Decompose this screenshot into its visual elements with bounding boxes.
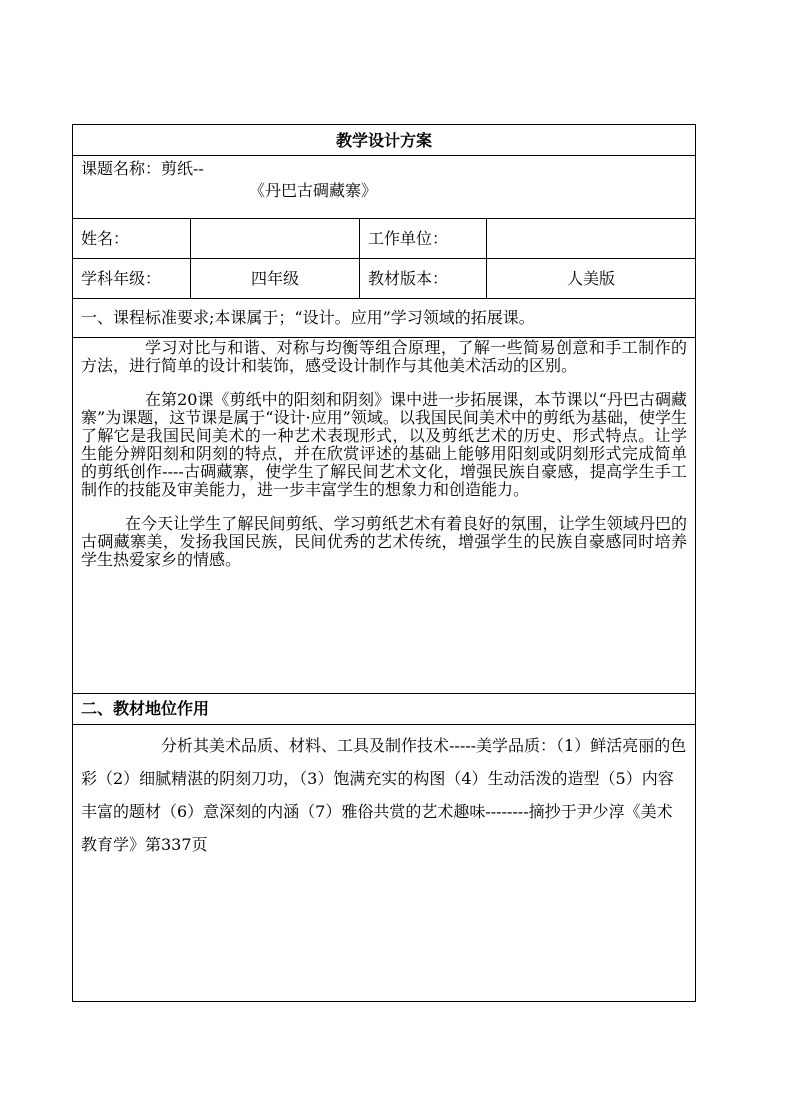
topic-cell: [73, 156, 696, 219]
paragraph: 在今天让学生了解民间剪纸、学习剪纸艺术有着良好的氛围，让学生领域丹巴的古碉藏寨美，发扬我国民族，民间优秀的艺术传统，增强学生的民族自豪感同时培养学生热爱家乡的情感。: [81, 514, 688, 569]
grade-row: [73, 259, 696, 299]
section1-heading: 一、课程标准要求;本课属于；“设计。应用”学习领域的拓展课。: [73, 299, 696, 338]
edition-label: 教材版本：: [360, 259, 487, 299]
section2-body: [73, 725, 696, 1002]
paragraph: 在第20课《剪纸中的阳刻和阴刻》课中进一步拓展课，本节课以“丹巴古碉藏寨”为课题，这节课是属于“设计·应用”领域。以我国民间美术中的剪纸为基础，使学生了解它是我国民间美术的一种艺术表现形式，以及剪纸艺术的历史、形式特点。让学生能分辨阳刻和阴刻的特点，并在欣赏评述的基础上能够用阳刻或阴刻形式完成简单的剪纸创作----古碉藏寨，使学生了解民间艺术文化，增强民族自豪感，提高学生手工制作的技能及审美能力，进一步丰富学生的想象力和创造能力。: [81, 390, 688, 499]
topic-label: 课题名称：剪纸--: [81, 159, 204, 178]
section1-body: [73, 338, 696, 694]
name-value: [191, 219, 360, 259]
standard-row: [73, 299, 696, 338]
topic-row: [73, 156, 696, 219]
lesson-plan-table: [72, 124, 696, 1002]
unit-value: [487, 219, 696, 259]
grade-label: 学科年级：: [73, 259, 191, 299]
section2-heading: 二、教材地位作用: [73, 694, 696, 725]
document-title: 教学设计方案: [73, 125, 696, 156]
edition-value: 人美版: [487, 259, 696, 299]
title-row: [73, 125, 696, 156]
topic-title: 《丹巴古碉藏寨》: [249, 181, 378, 200]
section1-body-row: [73, 338, 696, 694]
analysis-text: 分析其美术品质、材料、工具及制作技术-----美学品质：（1）鲜活亮丽的色彩（2）细腻精湛的阴刻刀功，（3）饱满充实的构图（4）生动活泼的造型（5）内容丰富的题材（6）意深刻的内涵（7）雅俗共赏的艺术趣味--------摘抄于尹少淳《美术教育学》第337页: [81, 736, 687, 854]
name-row: [73, 219, 696, 259]
section2-heading-row: [73, 694, 696, 725]
unit-label: 工作单位：: [360, 219, 487, 259]
paragraph: 学习对比与和谐、对称与均衡等组合原理，了解一些简易创意和手工制作的方法，进行简单的设计和装饰，感受设计制作与其他美术活动的区别。: [81, 338, 688, 375]
grade-value: 四年级: [191, 259, 360, 299]
section2-body-row: [73, 725, 696, 1002]
name-label: 姓名：: [73, 219, 191, 259]
